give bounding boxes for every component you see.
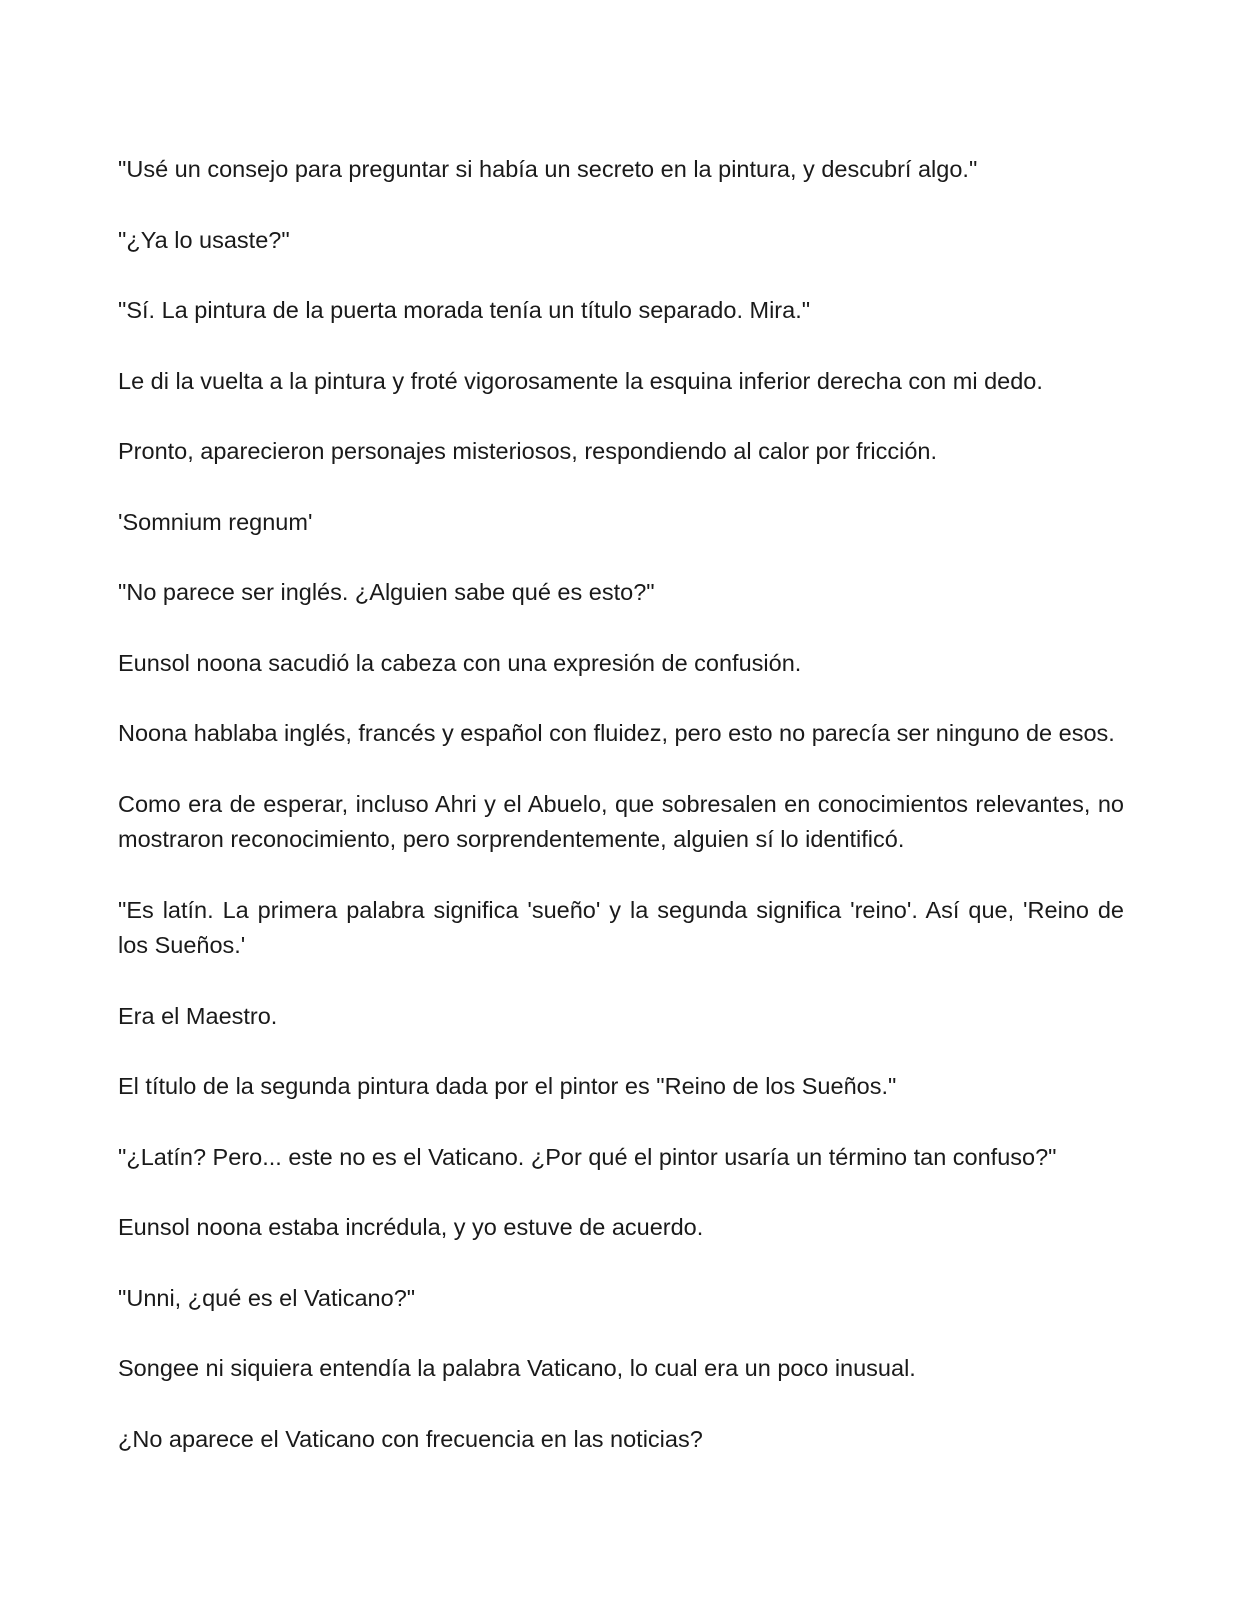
paragraph: "Unni, ¿qué es el Vaticano?" [118, 1284, 416, 1311]
paragraph: ¿No aparece el Vaticano con frecuencia en las noticias? [118, 1425, 703, 1452]
paragraph: "Sí. La pintura de la puerta morada tenía un título separado. Mira." [118, 297, 811, 323]
paragraph: Como era de esperar, incluso Ahri y el Abuelo, que sobresalen en conocimientos relevantes, no mostraron reconocimiento, pero sorprendentemente, alguien sí lo identificó. [118, 790, 1124, 852]
paragraph: Eunsol noona sacudió la cabeza con una expresión de confusión. [118, 649, 802, 676]
paragraph: Songee ni siquiera entendía la palabra Vaticano, lo cual era un poco inusual. [118, 1355, 916, 1381]
paragraph: Era el Maestro. [118, 1002, 278, 1029]
document-page [118, 152, 1124, 1492]
paragraph: "Es latín. La primera palabra significa 'sueño' y la segunda significa 'reino'. Así que, 'Reino de los Sueños.' [118, 896, 1124, 958]
paragraph: Pronto, aparecieron personajes misteriosos, respondiendo al calor por fricción. [118, 438, 938, 464]
paragraph: "Usé un consejo para preguntar si había un secreto en la pintura, y descubrí algo." [118, 156, 978, 182]
paragraph: Eunsol noona estaba incrédula, y yo estuve de acuerdo. [118, 1214, 704, 1240]
paragraph: Le di la vuelta a la pintura y froté vigorosamente la esquina inferior derecha con mi dedo. [118, 367, 1043, 394]
paragraph: 'Somnium regnum' [118, 508, 313, 535]
paragraph: "No parece ser inglés. ¿Alguien sabe qué es esto?" [118, 579, 655, 605]
paragraph: El título de la segunda pintura dada por el pintor es "Reino de los Sueños." [118, 1073, 897, 1099]
paragraph: "¿Ya lo usaste?" [118, 226, 290, 253]
paragraph: "¿Latín? Pero... este no es el Vaticano. ¿Por qué el pintor usaría un término tan confuso?" [118, 1143, 1057, 1170]
paragraph: Noona hablaba inglés, francés y español con fluidez, pero esto no parecía ser ninguno de esos. [118, 720, 1115, 746]
